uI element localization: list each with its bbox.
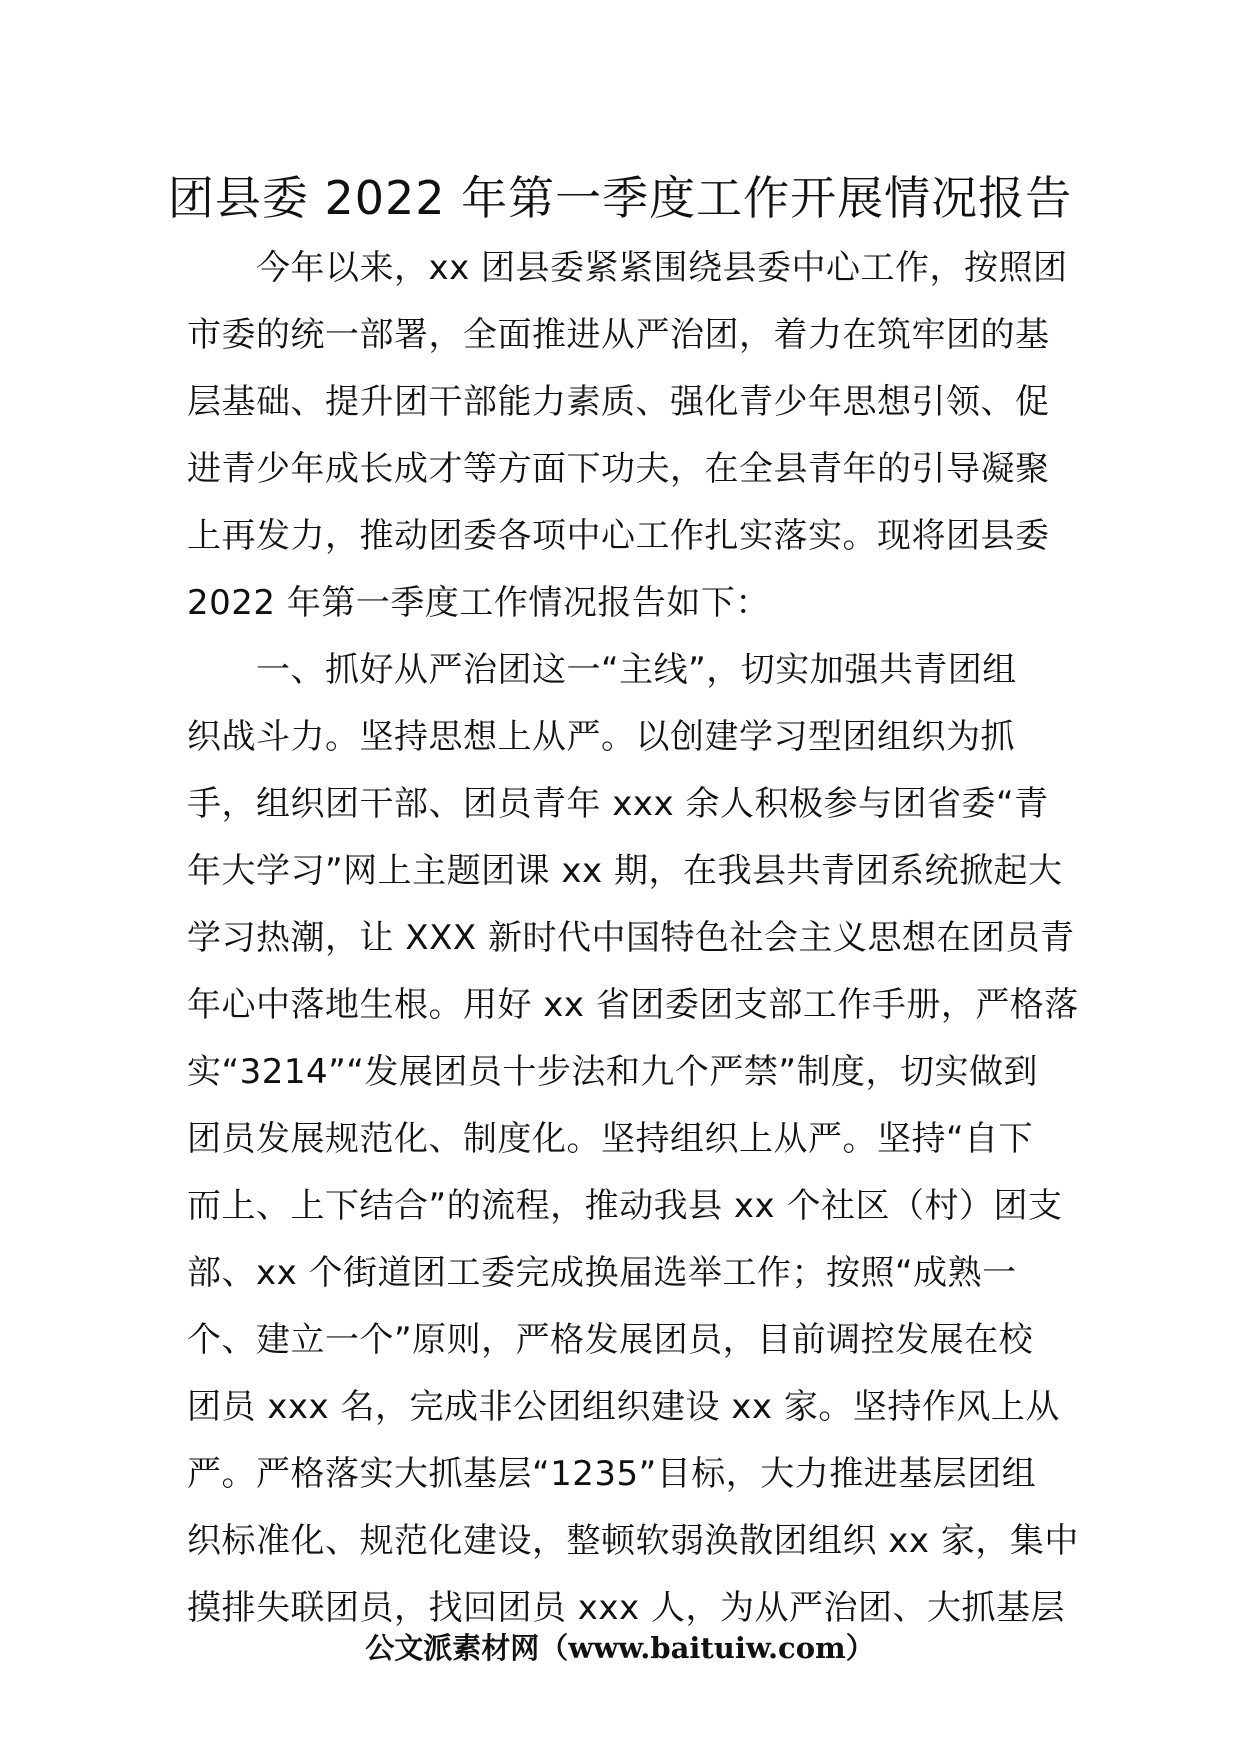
body-line: 一、抓好从严治团这一“主线”，切实加强共青团组 bbox=[187, 650, 1017, 690]
body-line: 上再发力，推动团委各项中心工作扎实落实。现将团县委 bbox=[187, 516, 1050, 556]
document-title: 团县委 2022 年第一季度工作开展情况报告 bbox=[167, 171, 1073, 225]
body-line: 层基础、提升团干部能力素质、强化青少年思想引领、促 bbox=[187, 382, 1050, 422]
body-line: 摸排失联团员，找回团员 xxx 人，为从严治团、大抓基层 bbox=[187, 1588, 1065, 1628]
footer-watermark: 公文派素材网（www.baituiw.com） bbox=[365, 1631, 875, 1665]
document-body bbox=[187, 235, 1079, 1642]
body-line: 严。严格落实大抓基层“1235”目标，大力推进基层团组 bbox=[187, 1454, 1037, 1494]
body-line: 今年以来，xx 团县委紧紧围绕县委中心工作，按照团 bbox=[187, 248, 1068, 288]
body-line: 年大学习”网上主题团课 xx 期，在我县共青团系统掀起大 bbox=[187, 851, 1063, 891]
body-line: 市委的统一部署，全面推进从严治团，着力在筑牢团的基 bbox=[187, 315, 1050, 355]
body-line: 织标准化、规范化建设，整顿软弱涣散团组织 xx 家，集中 bbox=[187, 1521, 1079, 1561]
body-line: 团员 xxx 名，完成非公团组织建设 xx 家。坚持作风上从 bbox=[187, 1387, 1060, 1427]
body-line: 2022 年第一季度工作情况报告如下： bbox=[187, 583, 770, 623]
body-line: 手，组织团干部、团员青年 xxx 余人积极参与团省委“青 bbox=[187, 784, 1049, 824]
body-line: 部、xx 个街道团工委完成换届选举工作；按照“成熟一 bbox=[187, 1253, 1017, 1293]
body-line: 团员发展规范化、制度化。坚持组织上从严。坚持“自下 bbox=[187, 1119, 1034, 1159]
body-line: 而上、上下结合”的流程，推动我县 xx 个社区（村）团支 bbox=[187, 1186, 1063, 1226]
body-line: 学习热潮，让 XXX 新时代中国特色社会主义思想在团员青 bbox=[187, 918, 1075, 958]
body-line: 个、建立一个”原则，严格发展团员，目前调控发展在校 bbox=[187, 1320, 1034, 1360]
body-line: 进青少年成长成才等方面下功夫，在全县青年的引导凝聚 bbox=[187, 449, 1050, 489]
body-line: 年心中落地生根。用好 xx 省团委团支部工作手册，严格落 bbox=[187, 985, 1079, 1025]
body-line: 织战斗力。坚持思想上从严。以创建学习型团组织为抓 bbox=[187, 717, 1015, 757]
body-line: 实“3214”“发展团员十步法和九个严禁”制度，切实做到 bbox=[187, 1052, 1038, 1092]
